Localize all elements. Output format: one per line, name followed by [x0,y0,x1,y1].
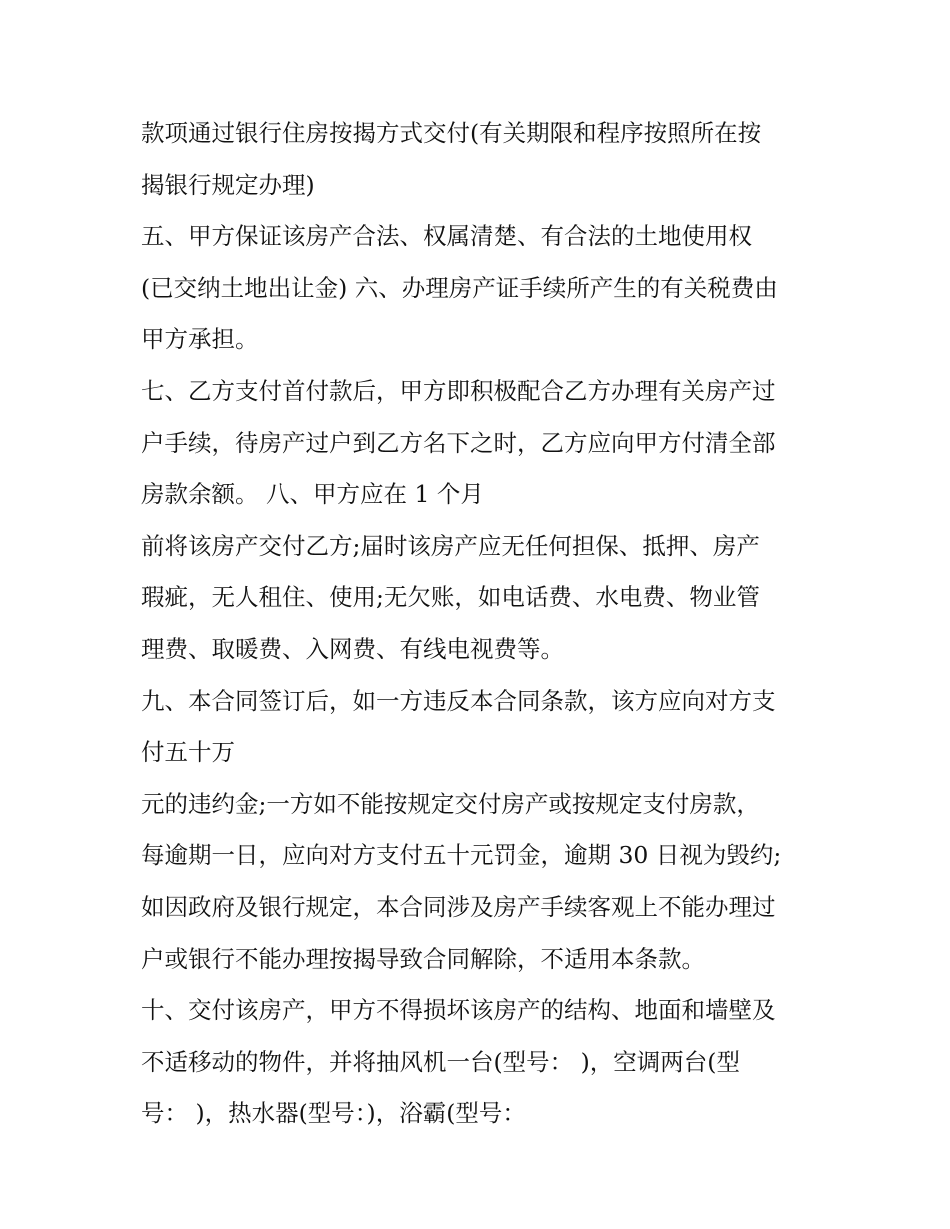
text-line: 五、甲方保证该房产合法、权属清楚、有合法的土地使用权 [141,222,752,251]
text-line: 每逾期一日，应向对方支付五十元罚金，逾期 30 日视为毁约; [141,841,782,870]
text-line: 户或银行不能办理按揭导致合同解除，不适用本条款。 [141,944,705,973]
text-line: 不适移动的物件，并将抽风机一台(型号： )，空调两台(型 [141,1047,740,1076]
text-line: 理费、取暖费、入网费、有线电视费等。 [141,634,564,663]
text-line: 甲方承担。 [141,325,259,354]
text-line: 房款余额。 八、甲方应在 1 个月 [141,480,484,509]
text-line: 九、本合同签订后，如一方违反本合同条款，该方应向对方支 [141,686,776,715]
text-line: 户手续，待房产过户到乙方名下之时，乙方应向甲方付清全部 [141,428,776,457]
text-line: 如因政府及银行规定，本合同涉及房产手续客观上不能办理过 [141,892,776,921]
text-line: 付五十万 [141,738,235,767]
text-line: 瑕疵，无人租住、使用;无欠账，如电话费、水电费、物业管 [141,583,760,612]
text-line: 七、乙方支付首付款后，甲方即积极配合乙方办理有关房产过 [141,376,776,405]
text-line: (已交纳土地出让金) 六、办理房产证手续所产生的有关税费由 [141,273,778,302]
text-line: 款项通过银行住房按揭方式交付(有关期限和程序按照所在按 [141,119,762,147]
text-line: 元的违约金;一方如不能按规定交付房产或按规定支付房款， [141,789,760,818]
text-line: 十、交付该房产，甲方不得损坏该房产的结构、地面和墙壁及 [141,996,776,1025]
text-line: 揭银行规定办理) [141,170,315,199]
text-line: 号： )，热水器(型号：)，浴霸(型号： [141,1099,526,1128]
text-line: 前将该房产交付乙方;届时该房产应无任何担保、抵押、房产 [141,531,760,560]
document-body [141,108,841,1140]
